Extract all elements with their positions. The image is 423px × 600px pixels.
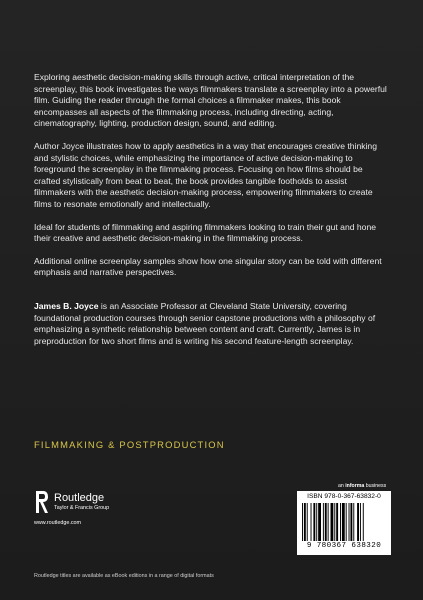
- ebook-footnote: Routledge titles are available as eBook editions in a range of digital formats: [34, 573, 214, 579]
- isbn-text: ISBN 978-0-367-63832-0: [307, 493, 381, 500]
- informa-tagline: [338, 483, 386, 489]
- description-paragraph-3: Ideal for students of filmmaking and aspiring filmmakers looking to train their gut and hone their creative and aesthetic decision-making in the filmmaking process.: [34, 221, 377, 244]
- description-paragraph-4: Additional online screenplay samples show how one singular story can be told with different emphasis and narrative perspectives.: [34, 255, 382, 278]
- publisher-logo: [34, 489, 184, 525]
- barcode-bars: [302, 503, 386, 541]
- informa-suffix: business: [364, 483, 387, 489]
- routledge-logo-icon: [34, 489, 50, 515]
- publisher-subtitle: Taylor & Francis Group: [54, 505, 110, 511]
- barcode-digits: 9 780367 638320: [306, 542, 382, 550]
- category-label: FILMMAKING & POSTPRODUCTION: [34, 439, 225, 450]
- description-paragraph-1: Exploring aesthetic decision-making skills through active, critical interpretation of the screenplay, this book investigates the ways filmmakers translate a screenplay into a powerful film. Guiding the reader through the formal choices a filmmaker makes, this book encompasses all aspects of the filmmaking process, including directing, acting, cinematography, lighting, production design, sound, and editing.: [34, 72, 387, 129]
- description-block: [34, 72, 390, 358]
- author-bio: [34, 301, 390, 347]
- barcode: [297, 491, 391, 555]
- informa-prefix: an: [338, 483, 346, 489]
- author-name: James B. Joyce: [34, 300, 99, 311]
- publisher-url: www.routledge.com: [34, 520, 82, 526]
- publisher-name: Routledge: [54, 492, 105, 504]
- description-paragraph-2: Author Joyce illustrates how to apply aesthetics in a way that encourages creative thinking and stylistic choices, while emphasizing the importance of active decision-making to foreground the screenplay in the filmmaking process. Focusing on how films should be crafted stylistically from beat to beat, the book provides tangible footholds to assist filmmakers with the aesthetic decision-making process, empowering filmmakers to create films to resonate emotionally and intellectually.: [34, 140, 377, 209]
- author-bio-text: is an Associate Professor at Cleveland State University, covering foundational production courses through senior capstone productions with a philosophy of emphasizing a synthetic relationship between content and craft. Currently, James is in preproduction for two short films and is writing his second feature-length screenplay.: [34, 300, 376, 346]
- informa-brand: informa: [345, 483, 365, 489]
